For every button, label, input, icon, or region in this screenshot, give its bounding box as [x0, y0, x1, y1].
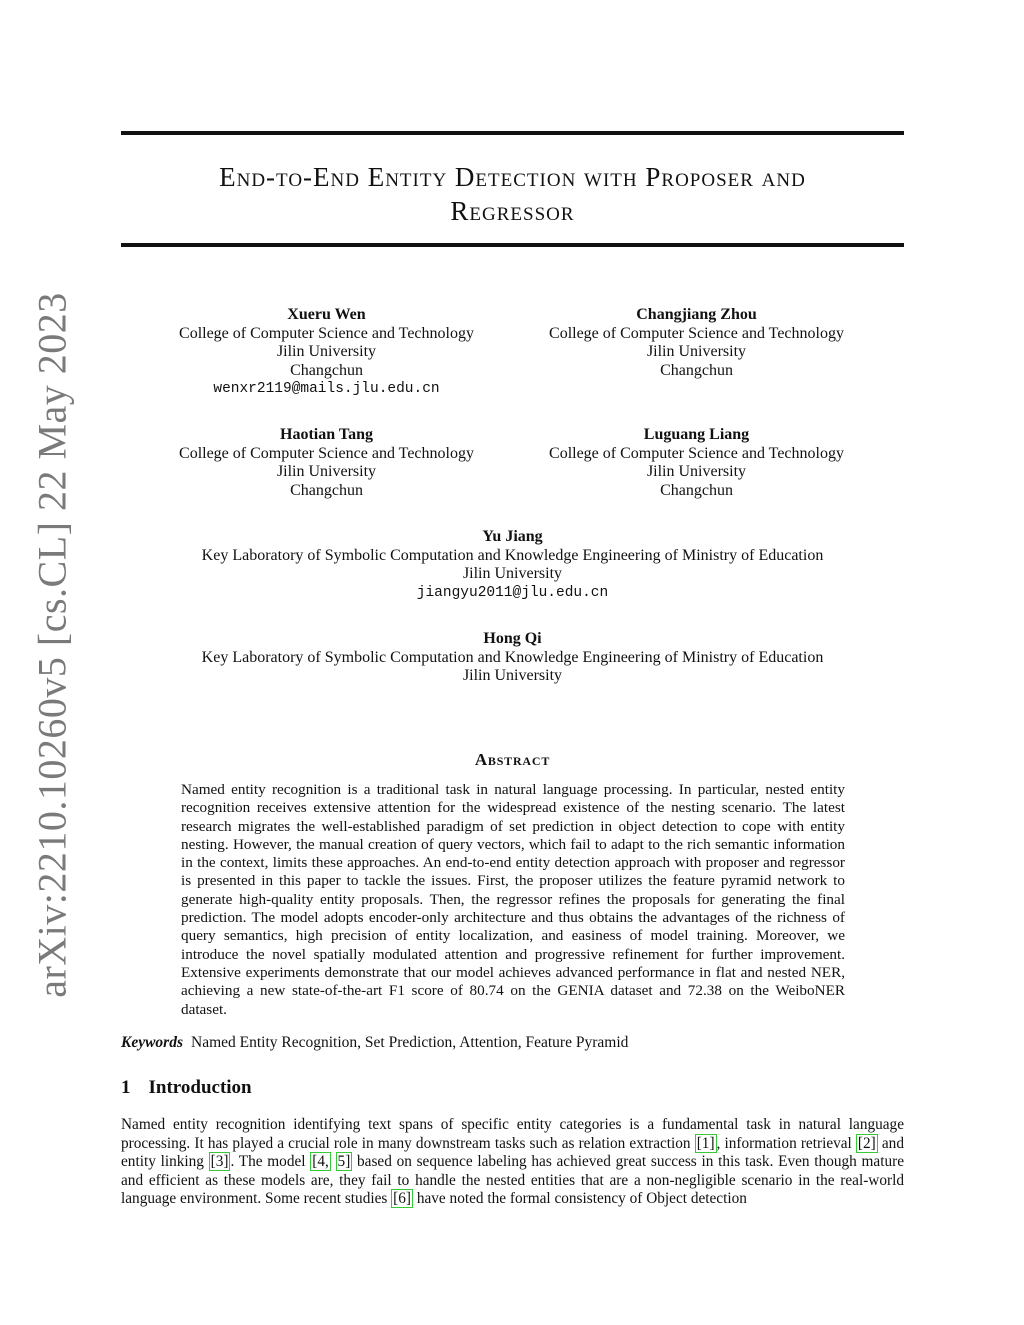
author-university: Jilin University	[646, 463, 747, 480]
author-name: Hong Qi	[483, 630, 542, 647]
author-email[interactable]: jiangyu2011@jlu.edu.cn	[416, 584, 609, 601]
introduction-paragraph	[121, 1116, 904, 1209]
intro-text: based on sequence labeling has achieved great success in this task. Even though mature and efficient as these models are, they fail to handle the nested entities that are a non-negligible scenario in the real-world language environment. Some recent studies	[121, 1153, 904, 1207]
author-block-changjiang-zhou	[500, 306, 893, 380]
keywords-text: Named Entity Recognition, Set Prediction, Attention, Feature Pyramid	[191, 1034, 629, 1051]
citation-link[interactable]: [6]	[393, 1190, 412, 1207]
author-city: Changchun	[660, 481, 733, 499]
title-top-rule	[121, 131, 904, 135]
intro-text: . The model	[230, 1153, 311, 1170]
author-affiliation: College of Computer Science and Technology	[549, 444, 844, 462]
title-line-1: End-to-End Entity Detection with Proposer and	[219, 162, 806, 192]
author-email[interactable]: wenxr2119@mails.jlu.edu.cn	[213, 381, 440, 397]
citation-link[interactable]: [4,	[312, 1153, 329, 1170]
author-university: Jilin University	[462, 565, 563, 582]
citation-link[interactable]: [3]	[210, 1153, 229, 1170]
intro-text: , information retrieval	[716, 1134, 856, 1152]
keywords-line	[121, 1034, 628, 1052]
author-affiliation: College of Computer Science and Technology	[179, 444, 474, 462]
section-title: Introduction	[148, 1077, 252, 1098]
author-university: Jilin University	[646, 343, 747, 360]
citation-link[interactable]: 5]	[337, 1153, 351, 1170]
author-affiliation: Key Laboratory of Symbolic Computation and Knowledge Engineering of Ministry of Education	[201, 648, 824, 666]
author-name: Xueru Wen	[287, 306, 366, 323]
author-university: Jilin University	[462, 667, 563, 684]
author-affiliation: Key Laboratory of Symbolic Computation and Knowledge Engineering of Ministry of Education	[201, 546, 824, 564]
intro-text: have noted the formal consistency of Object detection	[413, 1190, 747, 1207]
author-name: Luguang Liang	[643, 426, 750, 443]
title-bottom-rule	[121, 243, 904, 247]
abstract-heading: Abstract	[474, 750, 551, 769]
abstract-body: Named entity recognition is a traditional task in natural language processing. In particular, nested entity recognition receives extensive attention for the widespread existence of the nesting scenario. The latest research migrates the well-established paradigm of set prediction in object detection to cope with entity nesting. However, the manual creation of query vectors, which fail to adapt to the rich semantic information in the context, limits these approaches. An end-to-end entity detection approach with proposer and regressor is presented in this paper to tackle the issues. First, the proposer utilizes the feature pyramid network to generate high-quality entity proposals. Then, the regressor refines the proposals for generating the final prediction. The model adopts encoder-only architecture and thus obtains the advantages of the richness of query semantics, high precision of entity localization, and easiness of model training. Moreover, we introduce the novel spatially modulated attention and progressive refinement for further improvement. Extensive experiments demonstrate that our model achieves advanced performance in flat and nested NER, achieving a new state-of-the-art F1 score of 80.74 on the GENIA dataset and 72.38 on the WeiboNER dataset.	[181, 781, 845, 1018]
author-name: Changjiang Zhou	[636, 306, 757, 323]
citation-link[interactable]: [1]	[696, 1134, 715, 1152]
author-university: Jilin University	[276, 463, 377, 480]
section-number: 1	[121, 1077, 131, 1098]
author-university: Jilin University	[276, 343, 377, 360]
author-block-haotian-tang	[130, 426, 523, 500]
author-name: Yu Jiang	[482, 528, 543, 545]
citation-link[interactable]: [2]	[857, 1134, 876, 1152]
title-line-2: Regressor	[450, 196, 575, 226]
author-block-yu-jiang	[121, 528, 904, 602]
author-affiliation: College of Computer Science and Technology	[549, 324, 844, 342]
intro-text: Named entity recognition identifying text spans of specific entity categories is a fundamental task in natural language processing. It has played a crucial role in many downstream tasks such as relation extraction	[121, 1116, 904, 1152]
author-city: Changchun	[290, 361, 363, 379]
author-name: Haotian Tang	[280, 426, 373, 443]
author-city: Changchun	[660, 361, 733, 379]
author-block-hong-qi	[121, 630, 904, 686]
author-block-xueru-wen	[130, 306, 523, 399]
author-block-luguang-liang	[500, 426, 893, 500]
arxiv-identifier-stamp: arXiv:2210.10260v5 [cs.CL] 22 May 2023	[29, 292, 75, 998]
keywords-label: Keywords	[121, 1034, 183, 1051]
author-affiliation: College of Computer Science and Technology	[179, 324, 474, 342]
author-city: Changchun	[290, 481, 363, 499]
paper-title	[121, 160, 904, 228]
section-heading-introduction	[121, 1077, 252, 1099]
intro-text: and entity linking	[121, 1134, 904, 1170]
